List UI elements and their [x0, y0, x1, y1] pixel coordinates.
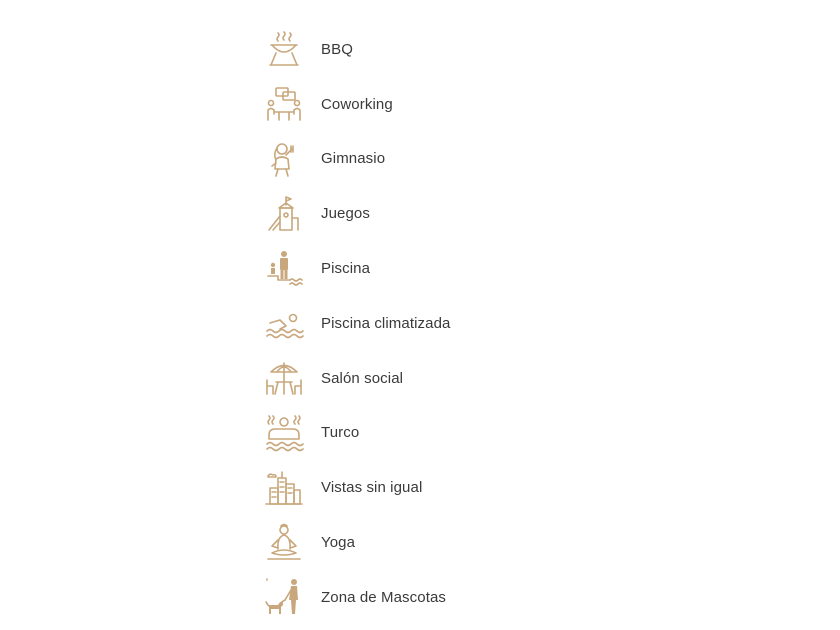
amenity-item-salon-social: [262, 351, 582, 406]
amenity-label: Zona de Mascotas: [321, 588, 446, 606]
amenity-item-yoga: [262, 515, 582, 570]
amenity-label: Piscina climatizada: [321, 314, 451, 332]
amenity-label: Coworking: [321, 95, 393, 113]
pool-icon: [262, 247, 306, 291]
amenity-item-bbq: [262, 22, 582, 77]
amenity-label: Vistas sin igual: [321, 479, 423, 497]
amenity-label: Yoga: [321, 534, 356, 552]
amenity-item-juegos: [262, 186, 582, 241]
amenities-list: [262, 22, 582, 625]
yoga-icon: [262, 521, 306, 565]
gym-icon: [262, 137, 306, 181]
pet-zone-icon: [262, 575, 306, 619]
bbq-grill-icon: [262, 27, 306, 71]
amenity-item-piscina-climatizada: [262, 296, 582, 351]
amenity-item-piscina: [262, 241, 582, 296]
amenity-item-coworking: [262, 77, 582, 132]
amenity-item-zona-de-mascotas: [262, 570, 582, 625]
amenity-item-gimnasio: [262, 132, 582, 187]
amenity-label: Salón social: [321, 369, 404, 387]
amenity-label: Gimnasio: [321, 150, 386, 168]
amenity-item-turco: [262, 406, 582, 461]
playground-icon: [262, 192, 306, 236]
city-view-icon: [262, 466, 306, 510]
amenity-label: BBQ: [321, 40, 353, 58]
coworking-icon: [262, 82, 306, 126]
amenity-item-vistas-sin-igual: [262, 460, 582, 515]
amenity-label: Juegos: [321, 205, 370, 223]
amenity-label: Piscina: [321, 260, 371, 278]
amenity-label: Turco: [321, 424, 360, 442]
steam-bath-icon: [262, 411, 306, 455]
swimmer-icon: [262, 301, 306, 345]
social-lounge-icon: [262, 356, 306, 400]
